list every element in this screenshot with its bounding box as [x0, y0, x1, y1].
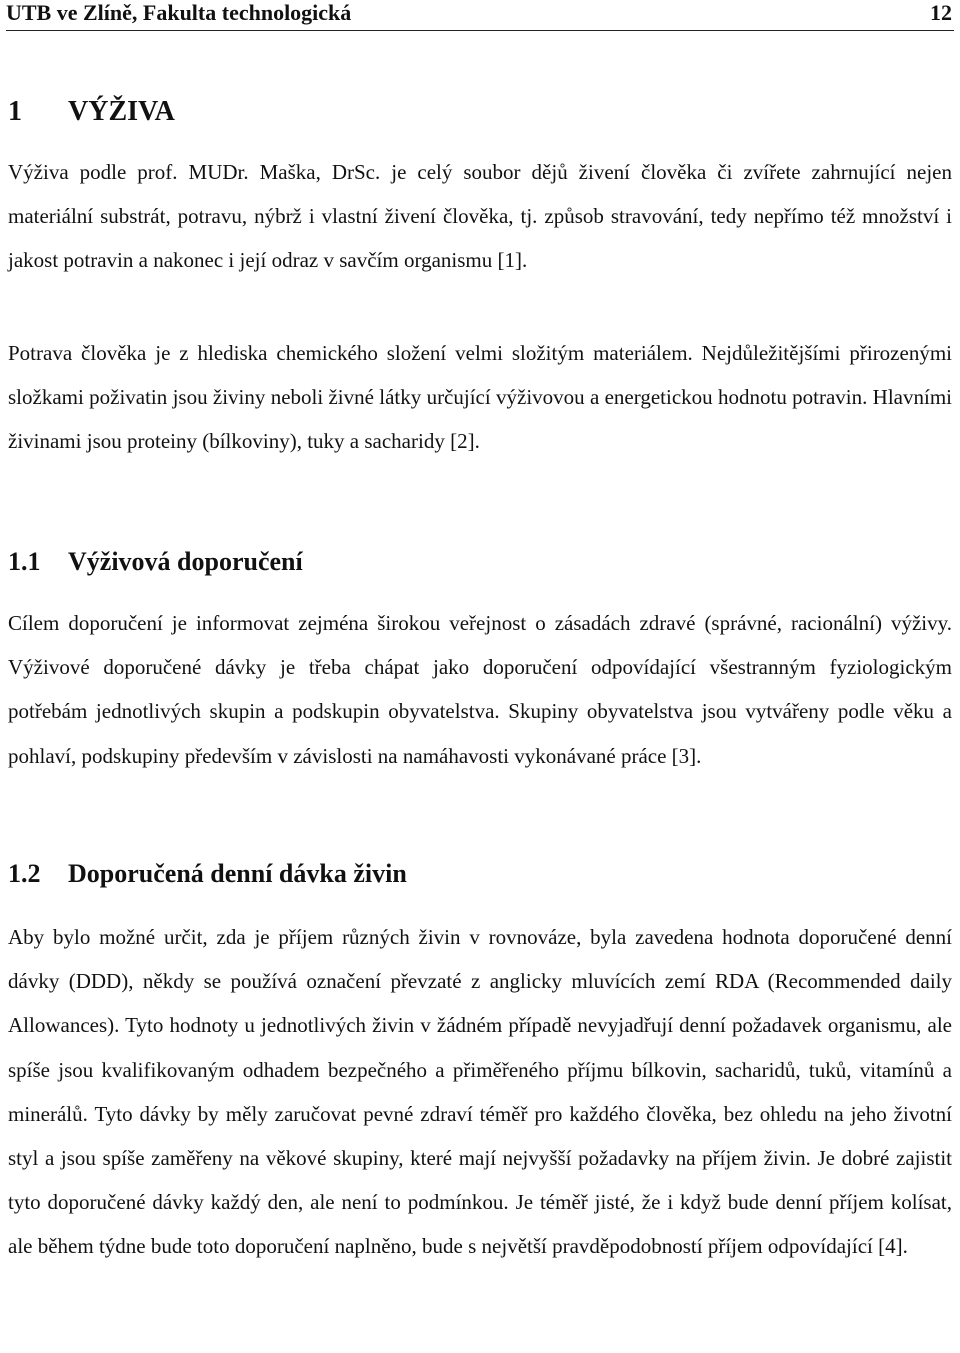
paragraph-ddd: Aby bylo možné určit, zda je příjem různých živin v rovnováze, byla zavedena hodnota doporučené denní dávky (DDD), někdy se používá označení převzaté z anglicky mluvících zemí RDA (Recommended daily Allowances). Tyto hodnoty u jednotlivých živin v žádném případě nevyjadřují denní požadavek organismu, ale spíše jsou kvalifikovaným odhadem bezpečného a přiměřeného příjmu bílkovin, sacharidů, tuků, vitamínů a minerálů. Tyto dávky by měly zaručovat pevné zdraví téměř pro každého člověka, bez ohledu na jeho životní styl a jsou spíše zaměřeny na věkové skupiny, které mají nejvyšší požadavky na příjem živin. Je dobré zajistit tyto doporučené dávky každý den, ale není to podmínkou. Je téměř jisté, že i když bude denní příjem kolísat, ale během týdne bude toto doporučení naplněno, bude s největší pravděpodobností příjem odpovídající [4].: [8, 925, 952, 1259]
paragraph-potrava: Potrava člověka je z hlediska chemického složení velmi složitým materiálem. Nejdůležitějšími přirozenými složkami poživatin jsou živiny neboli živné látky určující výživovou a energetickou hodnotu potravin. Hlavními živinami jsou proteiny (bílkoviny), tuky a sacharidy [2].: [8, 341, 952, 454]
chapter-heading: [8, 95, 175, 129]
section-number: 1.2: [8, 859, 41, 888]
section-title: Doporučená denní dávka živin: [68, 859, 407, 888]
section-title: Výživová doporučení: [68, 547, 303, 576]
chapter-number: 1: [8, 96, 22, 127]
section-number: 1.1: [8, 547, 41, 576]
page-number: 12: [930, 0, 952, 25]
paragraph-vyziva-definition: Výživa podle prof. MUDr. Maška, DrSc. je celý soubor dějů živení člověka či zvířete zahrnující nejen materiální substrát, potravu, nýbrž i vlastní živení člověka, tj. způsob stravování, tedy nepřímo též množství i jakost potravin a nakonec i její odraz v savčím organismu [1].: [8, 160, 952, 273]
paragraph-vyzivova-doporuceni: Cílem doporučení je informovat zejména širokou veřejnost o zásadách zdravé (správné, racionální) výživy. Výživové doporučené dávky je třeba chápat jako doporučení odpovídající všestranným fyziologickým potřebám jednotlivých skupin a podskupin obyvatelstva. Skupiny obyvatelstva jsou vytvářeny podle věku a pohlaví, podskupiny především v závislosti na namáhavosti vykonávané práce [3].: [8, 611, 952, 768]
chapter-title: VÝŽIVA: [68, 96, 175, 127]
section-heading-1-1: [8, 546, 303, 578]
header-title: UTB ve Zlíně, Fakulta technologická: [6, 0, 352, 25]
section-heading-1-2: [8, 858, 407, 890]
running-header: [6, 0, 954, 31]
